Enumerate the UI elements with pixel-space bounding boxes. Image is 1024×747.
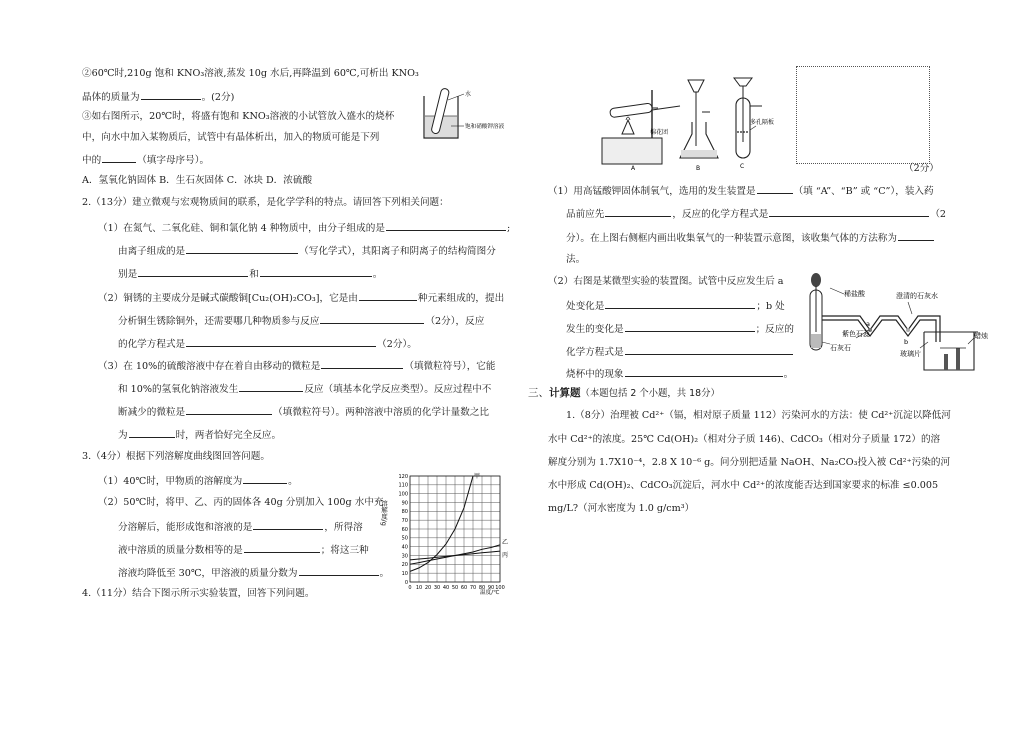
chart-ytick-label: 20 [401,562,408,569]
chart-ytick-label: 80 [401,509,408,516]
r1-before-text: 品前应先 [566,209,605,220]
q4-title: 4.（11分）结合下图示所示实验装置，回答下列问题。 [82,588,315,599]
apparatus-c-label: C [740,163,745,170]
q2-2-rust-text: 分析铜生锈除铜外，还需要哪几种物质参与反应 [118,316,320,327]
q1-line-3: ③如右图所示，20℃时，将盛有饱和 KNO₃溶液的小试管放入盛水的烧杯 [82,111,395,122]
calc-1-line-5: mg/L?（河水密度为 1.0 g/cm³） [548,503,695,514]
chart-series-label: 丙 [502,552,509,560]
section-3-number: 三、 [528,387,549,399]
q3-2-equal-text: 液中溶质的质量分数相等的是 [118,545,243,556]
r2-line-1: （2）右图是某微型实验的装置图。试管中反应发生后 a [548,276,784,287]
chart-ytick-label: 30 [401,553,408,560]
q2-3-line-3 [118,405,489,419]
answer-blank[interactable] [625,322,755,332]
r1-line-3 [566,231,935,245]
q2-2-text: （2）铜锈的主要成分是碱式碳酸铜[Cu₂(OH)₂CO₃]，它是由 [98,293,358,304]
q2-1-formula-text: （写化学式），其阳离子和阴离子的结构简图分 [299,246,496,257]
micro-limewater-label: 澄清的石灰水 [896,292,938,300]
chart-xtick-label: 90 [487,585,495,591]
answer-blank[interactable] [299,566,379,576]
q1-line-2-score: 。(2分) [201,92,235,103]
q3-2-line-3 [118,543,369,557]
apparatus-a-label: A [631,165,636,172]
micro-a-label: a [866,320,870,328]
beaker-figure [418,82,518,144]
r1-line-1 [548,184,934,198]
apparatus-figure [600,72,780,172]
micro-limestone-label: 石灰石 [830,344,851,352]
r2-change-text: 发生的变化是 [566,324,624,335]
chart-ytick-label: 120 [398,473,408,480]
answer-blank[interactable] [359,291,417,301]
q3-2-three-text: ；将这三种 [320,545,369,556]
chart-xtick-label: 100 [495,585,505,591]
r1-choice-text: （填 “A”、“B” 或 “C”），装入药 [793,186,934,197]
q2-1-text: （1）在氮气、二氧化硅、铜和氯化钠 4 种物质中，由分子组成的是 [98,223,385,234]
q2-3-text: （3）在 10%的硫酸溶液中存在着自由移动的微粒是 [98,361,321,372]
r1-text: （1）用高锰酸钾固体制氧气，选用的发生装置是 [548,186,756,197]
q2-2-element-text: 种元素组成的，提出 [417,293,505,304]
micro-glass-label: 玻璃片 [900,350,921,358]
q2-2-score-text: （2分），反应 [425,316,485,327]
r2-line-5: 烧杯中的现象 。 [566,369,794,380]
chart-xtick-label: 40 [442,585,450,591]
answer-blank[interactable] [605,207,671,217]
answer-blank[interactable] [239,382,303,392]
q3-1-text: （1）40℃时，甲物质的溶解度为 [98,476,243,487]
answer-blank[interactable] [769,207,929,217]
r1-line-2 [566,207,946,221]
chart-xtick-label: 10 [415,585,423,591]
q2-3-end-text: 时，两者恰好完全反应。 [175,430,282,441]
chart-ytick-label: 100 [398,491,408,498]
q2-3-naoh-text: 和 10%的氢氧化钠溶液发生 [118,384,239,395]
r2-eq-text: 化学方程式是 [566,347,624,358]
q3-2-line-2 [118,520,363,534]
chart-ytick-label: 40 [401,544,408,551]
q2-3-line-1 [98,359,496,373]
q2-3-line-2 [118,382,491,396]
chart-ytick-label: 70 [401,517,408,524]
r1-eq-text: ，反应的化学方程式是 [672,209,769,220]
chart-xtick-label: 60 [460,585,468,591]
q2-1-line-3: 别是 和 。 [118,269,383,280]
apparatus-cotton-label: 棉花团 [650,129,669,136]
r2-line-3 [566,322,794,336]
calc-1-line-4: 水中形成 Cd(OH)₂、CdCO₃沉淀后，河水中 Cd²⁺的浓度能否达到国家要求的标准 ≤0.005 [548,480,939,491]
beaker-water-label: 水 [465,91,472,98]
calc-1-line-3: 解度分别为 1.7X10⁻⁴，2.8 X 10⁻⁶ g。问分别把适量 NaOH、Na₂CO₃投入被 Cd²⁺污染的河 [548,457,951,468]
q2-1-bie-text: 别是 [118,269,138,280]
drawing-box[interactable] [796,66,930,164]
answer-blank[interactable] [320,314,424,324]
chart-xtick-label: 80 [478,585,486,591]
q2-2-line-2 [118,314,484,328]
chart-ytick-label: 110 [398,482,408,489]
q2-title: 2.（13分）建立微观与宏观物质间的联系，是化学学科的特点。请回答下列相关问题： [82,197,449,208]
answer-blank[interactable] [757,184,793,194]
r2-react-text: ；反应的 [755,324,794,335]
q1-line-1: ②60℃时,210g 饱和 KNO₃溶液,蒸发 10g 水后,再降温到 60℃,可析出 KNO₃ [82,68,419,79]
q3-1-line: （1）40℃时，甲物质的溶解度为 。 [98,476,298,487]
chart-ytick-label: 10 [401,570,408,577]
micro-litmus-label: 紫色石蕊 [842,330,870,338]
answer-blank[interactable] [625,345,793,355]
calc-1-line-2: 水中 Cd²⁺的浓度。25℃ Cd(OH)₂（相对分子质 146)、CdCO₃（相对分子质量 172）的溶 [548,434,941,445]
answer-blank[interactable] [625,367,783,377]
q3-2-line-1: （2）50℃时，将甲、乙、丙的固体各 40g 分别加入 100g 水中充 [98,497,384,508]
answer-blank[interactable] [386,221,506,231]
answer-blank[interactable] [898,231,934,241]
chart-xtick-label: 0 [408,585,412,591]
q3-2-line-4: 溶液均降低至 30℃，甲溶液的质量分数为 。 [118,568,390,579]
chart-xtick-label: 30 [433,585,441,591]
q2-1-line-1: （1）在氮气、二氧化硅、铜和氯化钠 4 种物质中，由分子组成的是 ; [98,223,511,234]
chart-xtick-label: 50 [451,585,459,591]
answer-blank[interactable] [102,153,136,163]
q2-1-ion-text: 由离子组成的是 [118,246,186,257]
q2-3-wei-text: 为 [118,430,128,441]
q2-3-decrease-text: 断减少的微粒是 [118,407,186,418]
chart-ytick-label: 90 [401,500,408,507]
answer-blank[interactable] [321,359,403,369]
answer-blank[interactable] [186,337,376,347]
r2-a-text: 处变化是 [566,301,605,312]
q1-line-2-text: 晶体的质量为 [82,92,140,103]
answer-blank[interactable] [129,428,175,438]
apparatus-b-label: B [696,165,701,172]
chart-xtick-label: 70 [469,585,477,591]
q2-3-line-4 [118,428,281,442]
q1-line-5-text: 中的 [82,155,102,166]
answer-blank[interactable] [186,244,298,254]
q3-2-lower-text: 溶液均降低至 30℃，甲溶液的质量分数为 [118,568,298,579]
q1-line-5-hint: （填字母序号）。 [137,155,210,166]
chart-xlabel: 温度/℃ [480,590,500,596]
chart-ylabel: 溶解度/g [380,500,388,526]
answer-blank[interactable] [138,267,248,277]
q2-2-eq-text: 的化学方程式是 [118,339,186,350]
chart-ytick-label: 0 [404,579,408,586]
q3-2-suode-text: ，所得溶 [324,522,363,533]
answer-blank[interactable] [243,474,287,484]
r1-score-text: （2 [930,209,947,220]
micro-acid-label: 稀盐酸 [844,290,865,298]
r1-collect-text: 分）。在上图右侧框内画出收集氧气的一种装置示意图，该收集气体的方法称为 [566,233,897,244]
r2-beaker-text: 烧杯中的现象 [566,369,624,380]
q1-line-4: 中，向水中加入某物质后，试管中有晶体析出，加入的物质可能是下列 [82,132,380,143]
q2-2-eq-score: （2分）。 [377,339,417,350]
micro-b-label: b [904,338,909,346]
r2-line-4 [566,345,794,359]
q1-line-5 [82,153,209,167]
chart-series-label: 甲 [474,473,481,480]
apparatus-plate-label: 多孔隔板 [750,119,775,126]
q3-2-saturated-text: 分溶解后，能形成饱和溶液的是 [118,522,253,533]
beaker-solution-label: 饱和硝酸钾溶液 [465,124,505,130]
answer-blank[interactable] [260,267,372,277]
micro-experiment-figure [800,272,992,374]
section-3-title: 计算题 [549,387,581,399]
answer-blank[interactable] [186,405,272,415]
q2-3-symbol-text: （填微粒符号），它能 [404,361,496,372]
micro-candle-label: 蜡烛 [974,332,988,340]
solubility-chart [382,470,508,598]
q2-1-line-2 [118,244,496,258]
chart-series-label: 乙 [502,538,509,546]
q2-2-line-1 [98,291,504,305]
answer-blank[interactable] [141,90,201,100]
r1-line-4: 法。 [566,254,586,265]
q2-3-ratio-text: （填微粒符号）。两种溶液中溶质的化学计量数之比 [273,407,490,418]
q3-title: 3.（4分）根据下列溶解度曲线图回答问题。 [82,451,270,462]
section-3-note: （本题包括 2 个小题，共 18分） [580,388,720,399]
q2-3-type-text: 反应（填基本化学反应类型）。反应过程中不 [304,384,492,395]
q1-options: A．氢氧化钠固体 B．生石灰固体 C．冰块 D．浓硫酸 [82,175,313,186]
answer-blank[interactable] [244,543,320,553]
r2-b-text: ；b 处 [756,301,785,312]
answer-blank[interactable] [253,520,323,530]
q2-1-he-text: 和 [249,269,259,280]
chart-ytick-label: 50 [401,535,408,542]
q1-line-2 [82,90,234,104]
q2-2-line-3 [118,337,417,351]
r2-line-2 [566,299,785,313]
chart-ytick-label: 60 [401,526,408,533]
answer-blank[interactable] [605,299,755,309]
chart-xtick-label: 20 [424,585,432,591]
drawing-box-score: （2分） [904,163,939,174]
section-3-header [528,387,720,400]
calc-1-line-1: 1.（8分）治理被 Cd²⁺（镉，相对原子质量 112）污染河水的方法：使 Cd²⁺沉淀以降低河 [566,410,951,421]
